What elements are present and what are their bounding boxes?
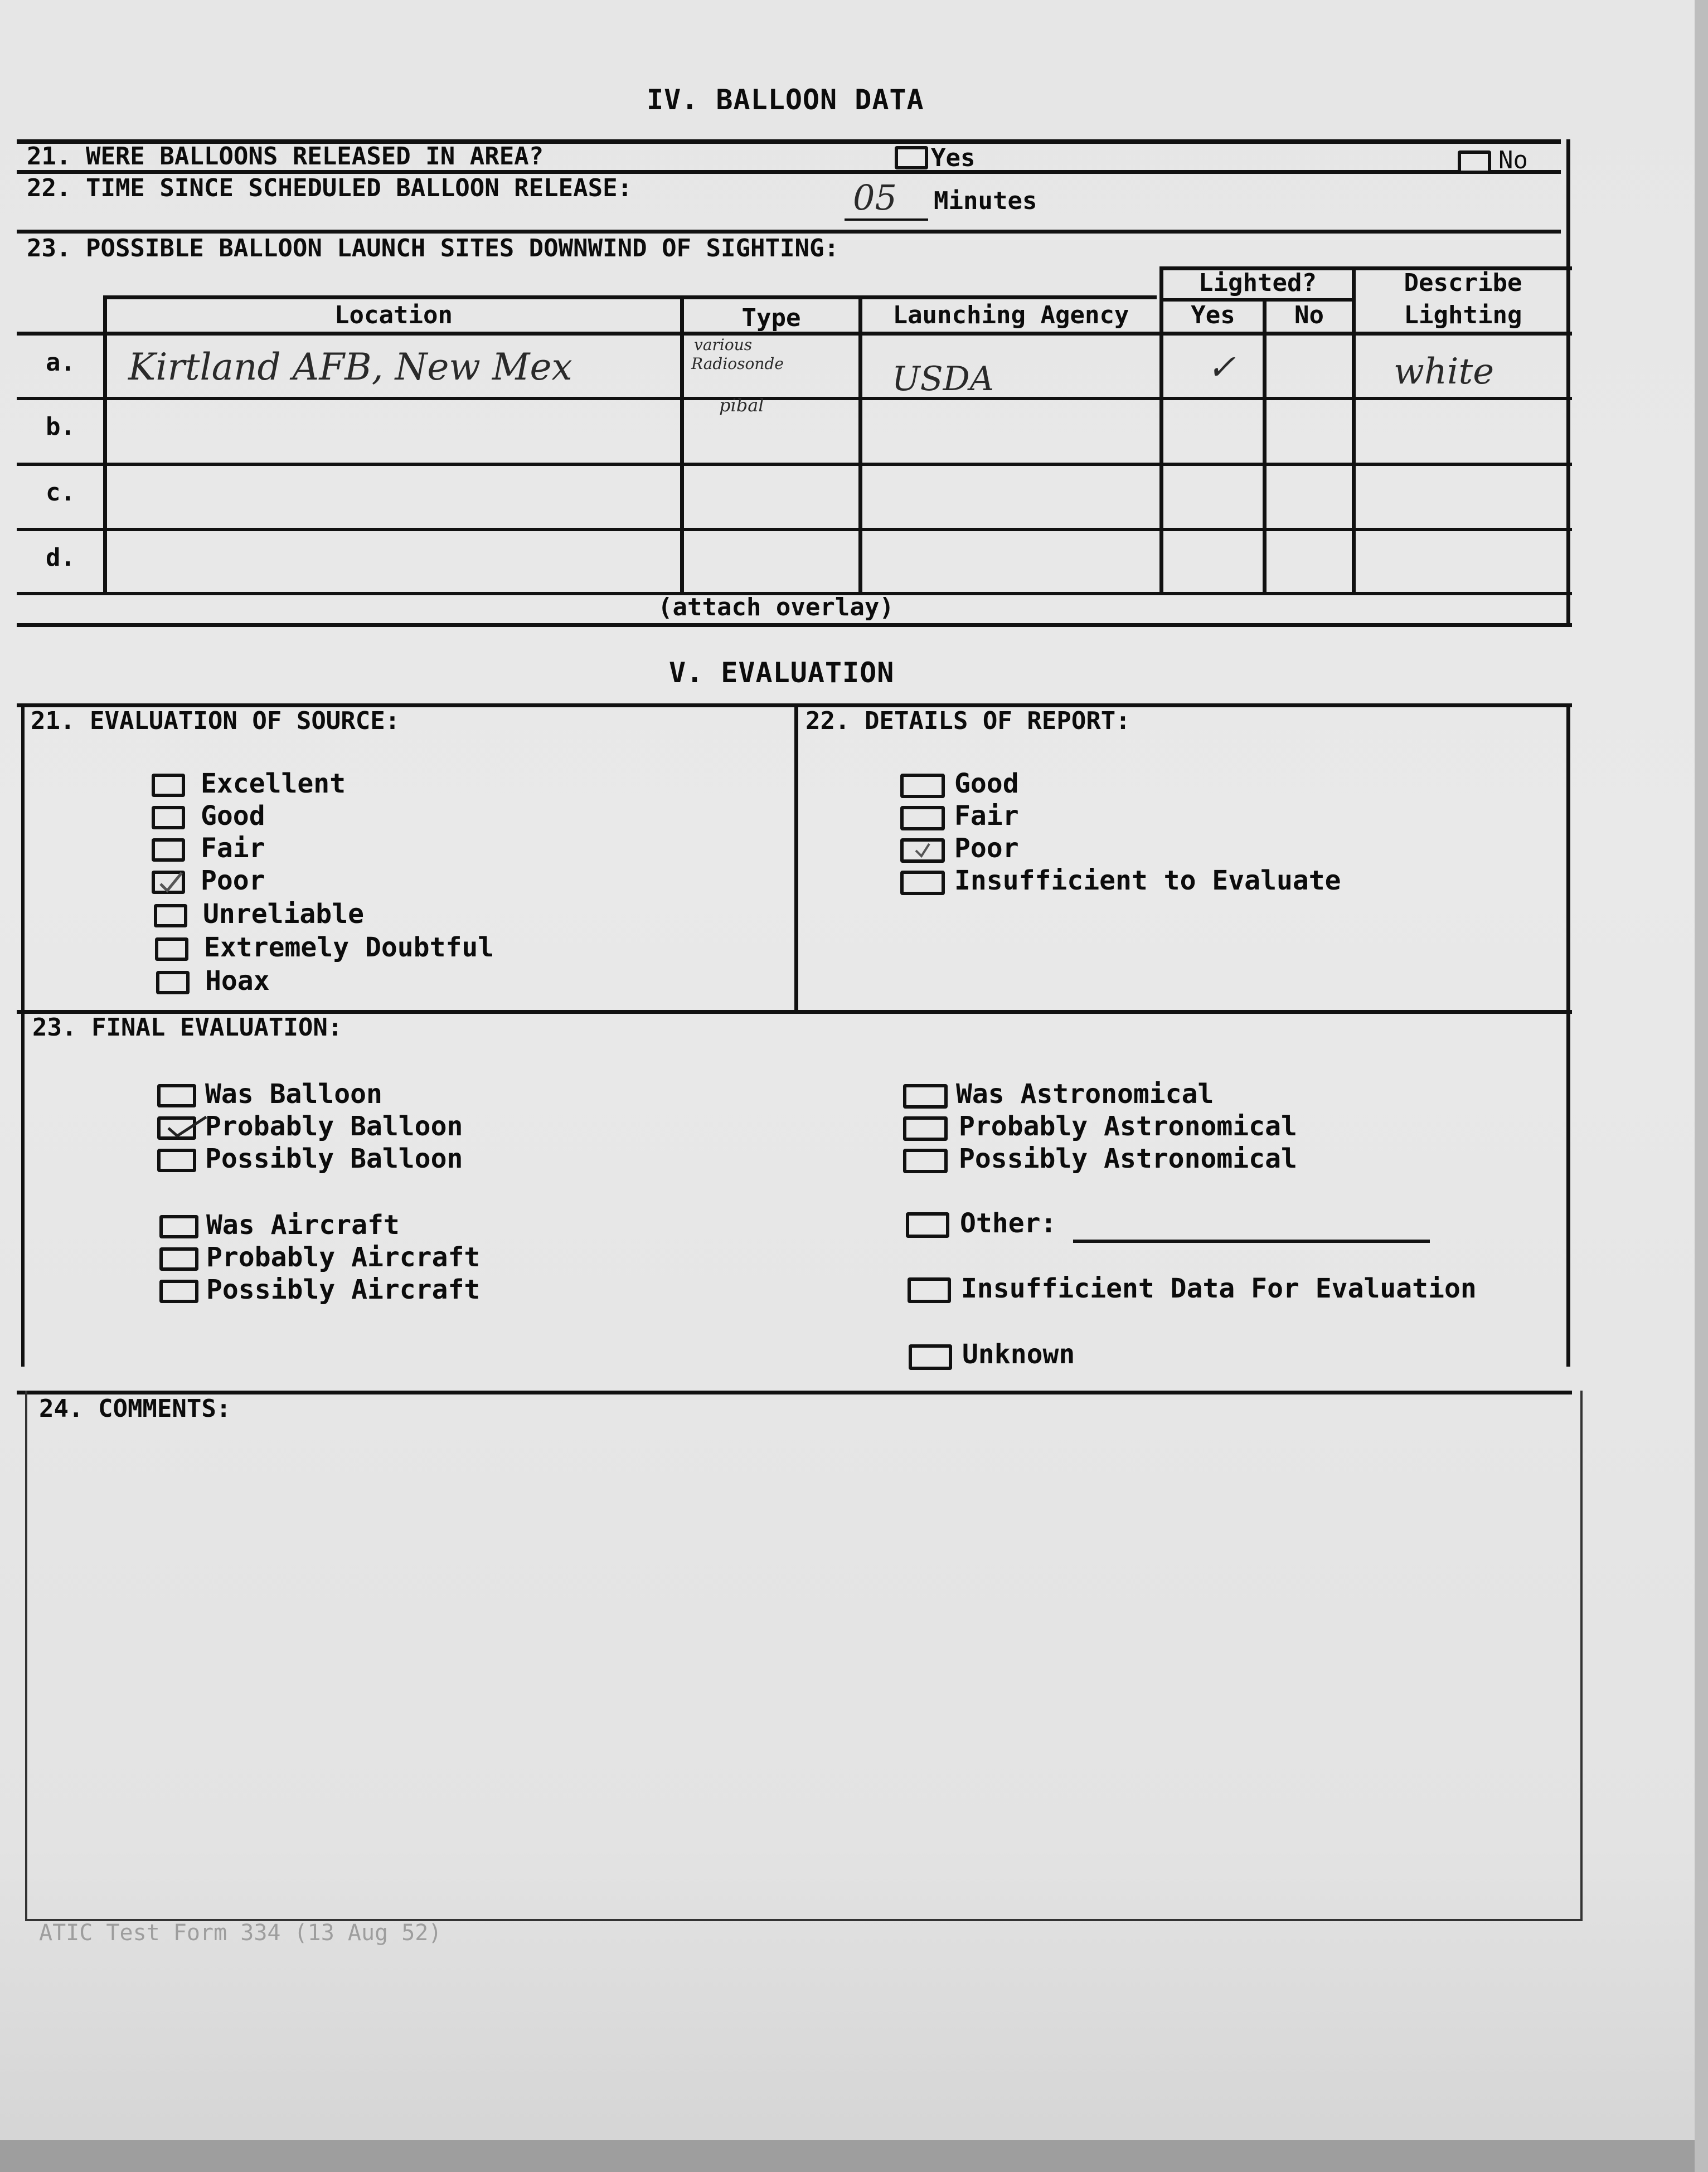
final-possibly-astronomical-label: Possibly Astronomical (959, 1143, 1297, 1174)
q22-value-underline (845, 218, 928, 221)
q22-minutes-value[interactable]: 05 (853, 177, 897, 218)
eval-left-border (21, 703, 25, 1367)
eval-right-border (1566, 703, 1570, 1367)
rule (17, 170, 1561, 174)
final-probably-balloon-label: Probably Balloon (205, 1111, 463, 1142)
source-extremely-doubtful-checkbox[interactable] (155, 937, 188, 961)
final-unknown-label: Unknown (962, 1339, 1075, 1370)
final-other-blank-line[interactable] (1073, 1240, 1430, 1243)
comments-area[interactable] (31, 1427, 1575, 1915)
source-excellent-checkbox[interactable] (152, 774, 185, 797)
table-rule (17, 397, 1572, 400)
table-col-rule (1159, 266, 1163, 594)
source-fair-checkbox[interactable] (152, 838, 185, 862)
final-other-checkbox[interactable] (906, 1212, 949, 1238)
final-unknown-checkbox[interactable] (909, 1344, 952, 1370)
row-label-a: a. (46, 348, 75, 377)
section-4-title: IV. BALLOON DATA (647, 84, 924, 116)
q21-yes-label: Yes (931, 144, 976, 172)
table-right-border (1566, 139, 1570, 627)
comments-left-border (25, 1391, 27, 1920)
row-a-type-line3[interactable]: pibal (719, 395, 764, 416)
final-probably-aircraft-checkbox[interactable] (159, 1247, 198, 1271)
final-was-balloon-checkbox[interactable] (157, 1084, 196, 1107)
header-launching-agency: Launching Agency (892, 301, 1129, 329)
source-unreliable-label: Unreliable (203, 898, 364, 930)
attach-overlay-note: (attach overlay) (658, 593, 894, 621)
header-describe: Describe (1404, 269, 1522, 297)
final-insufficient-data-label: Insufficient Data For Evaluation (961, 1273, 1477, 1304)
q21-no-label: No (1498, 146, 1528, 174)
final-probably-astronomical-label: Probably Astronomical (959, 1111, 1297, 1142)
table-col-rule (1263, 298, 1267, 594)
row-a-type-line2[interactable]: Radiosonde (691, 354, 784, 373)
final-possibly-astronomical-checkbox[interactable] (903, 1149, 948, 1173)
q22-time-label: 22. TIME SINCE SCHEDULED BALLOON RELEASE: (27, 174, 633, 202)
eval-source-label: 21. EVALUATION OF SOURCE: (31, 707, 400, 735)
source-good-checkbox[interactable] (152, 806, 185, 829)
final-probably-astronomical-checkbox[interactable] (903, 1116, 948, 1141)
final-other-label: Other: (960, 1208, 1057, 1239)
q21-no-checkbox[interactable] (1458, 150, 1491, 174)
scan-edge (0, 2140, 1708, 2172)
row-a-type-line1[interactable]: various (694, 336, 753, 354)
source-hoax-label: Hoax (205, 965, 270, 997)
source-poor-checkmark (157, 869, 185, 894)
section-5-title: V. EVALUATION (669, 657, 895, 689)
source-poor-label: Poor (201, 865, 265, 896)
details-fair-label: Fair (954, 800, 1019, 832)
details-poor-label: Poor (954, 833, 1019, 864)
final-possibly-aircraft-label: Possibly Aircraft (206, 1274, 481, 1305)
q21-balloons-label: 21. WERE BALLOONS RELEASED IN AREA? (27, 142, 544, 171)
source-fair-label: Fair (201, 833, 265, 864)
final-possibly-aircraft-checkbox[interactable] (159, 1280, 198, 1303)
table-rule (17, 332, 1572, 336)
final-possibly-balloon-checkbox[interactable] (157, 1149, 196, 1172)
details-insufficient-checkbox[interactable] (900, 871, 945, 895)
row-a-lighted-yes-check[interactable]: ✓ (1207, 347, 1236, 387)
table-rule (103, 295, 1157, 299)
table-rule (17, 528, 1572, 531)
final-probably-aircraft-label: Probably Aircraft (206, 1242, 481, 1273)
details-insufficient-label: Insufficient to Evaluate (954, 865, 1341, 896)
final-insufficient-data-checkbox[interactable] (908, 1277, 951, 1303)
details-poor-checkmark (911, 838, 934, 861)
header-lighted-yes: Yes (1191, 301, 1235, 329)
final-eval-label: 23. FINAL EVALUATION: (32, 1013, 343, 1042)
details-good-checkbox[interactable] (900, 774, 945, 798)
final-was-balloon-label: Was Balloon (205, 1078, 382, 1110)
row-a-agency[interactable]: USDA (892, 359, 994, 399)
row-a-lighting[interactable]: white (1394, 351, 1494, 392)
table-col-rule (858, 295, 862, 594)
header-lighting: Lighting (1404, 301, 1522, 329)
details-good-label: Good (954, 768, 1019, 799)
final-was-aircraft-label: Was Aircraft (206, 1209, 400, 1241)
form-number-footer: ATIC Test Form 334 (13 Aug 52) (39, 1920, 442, 1946)
source-excellent-label: Excellent (201, 768, 346, 799)
q22-unit: Minutes (934, 187, 1037, 215)
header-lighted-no: No (1294, 301, 1324, 329)
scan-edge-right (1695, 0, 1708, 2172)
q21-yes-checkbox[interactable] (895, 146, 928, 169)
rule (17, 230, 1561, 234)
eval-rule (17, 1391, 1572, 1394)
row-a-location[interactable]: Kirtland AFB, New Mex (128, 346, 572, 388)
source-hoax-checkbox[interactable] (156, 971, 190, 994)
table-rule (17, 623, 1572, 627)
eval-col-divider (794, 703, 798, 1013)
comments-right-border (1580, 1391, 1583, 1920)
source-good-label: Good (201, 800, 265, 832)
final-possibly-balloon-label: Possibly Balloon (205, 1143, 463, 1174)
final-was-astronomical-checkbox[interactable] (903, 1084, 948, 1109)
header-type: Type (741, 304, 801, 332)
final-was-aircraft-checkbox[interactable] (159, 1215, 198, 1238)
row-label-b: b. (46, 412, 75, 441)
header-location: Location (334, 301, 453, 329)
details-report-label: 22. DETAILS OF REPORT: (806, 707, 1130, 735)
q23-launch-sites-label: 23. POSSIBLE BALLOON LAUNCH SITES DOWNWIND OF SIGHTING: (27, 234, 839, 263)
comments-label: 24. COMMENTS: (39, 1394, 231, 1423)
source-extremely-doubtful-label: Extremely Doubtful (204, 932, 494, 963)
table-rule (17, 463, 1572, 466)
row-label-c: c. (46, 478, 75, 507)
table-col-rule (1352, 266, 1356, 594)
details-fair-checkbox[interactable] (900, 806, 945, 830)
header-lighted: Lighted? (1198, 269, 1317, 297)
final-was-astronomical-label: Was Astronomical (956, 1078, 1214, 1110)
table-col-rule (103, 295, 107, 594)
source-unreliable-checkbox[interactable] (154, 904, 187, 927)
row-label-d: d. (46, 543, 75, 572)
final-probably-balloon-checkmark (165, 1114, 210, 1141)
table-col-rule (680, 295, 684, 594)
